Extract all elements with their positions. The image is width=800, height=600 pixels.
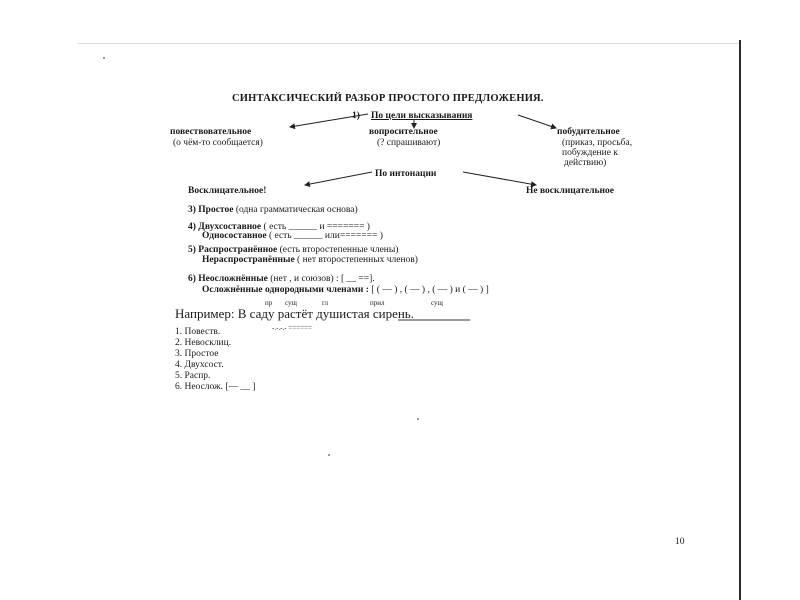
summary-item: 1. Повеств. [175, 327, 221, 337]
imperative-note-line: побуждение к [562, 148, 618, 158]
example-annotation: сущ [431, 299, 443, 307]
declarative-note: (о чём-то сообщается) [173, 138, 263, 148]
section1-heading: По цели высказывания [371, 111, 473, 121]
example-annotation: прил [370, 299, 385, 307]
example-marks: -.-.-.- ====== [272, 324, 313, 332]
example-annotation: гл [322, 299, 329, 307]
page-number: 10 [675, 537, 685, 547]
summary-item: 5. Распр. [175, 371, 211, 381]
declarative-label: повествовательное [170, 127, 252, 137]
imperative-note-line: (приказ, просьба, [562, 138, 633, 148]
item5-line1-bold: 5) Распространённое [188, 245, 278, 255]
arrow-to-exclamatory [305, 172, 372, 185]
item4-line2-bold: Односоставное [202, 231, 267, 241]
summary-item: 6. Неослож. [— __ ] [175, 382, 256, 392]
item5-line2-bold: Нераспространённые [202, 255, 295, 265]
item6-line1-rest: (нет , и союзов) : [ __ ==]. [270, 274, 375, 284]
item4-line1-rest: ( есть ______ и ======= ) [263, 222, 370, 232]
interrogative-label: вопросительное [369, 127, 438, 137]
interrogative-note: (? спрашивают) [377, 138, 441, 148]
section2-heading: По интонации [375, 169, 437, 179]
example-annotation: пр [265, 299, 273, 307]
item6-line2-pattern: [ ( — ) , ( — ) , ( — ) и ( — ) ] [371, 285, 489, 295]
item6-line1-bold: 6) Неосложнённые [188, 274, 268, 284]
summary-item: 4. Двухсост. [175, 360, 224, 370]
exclamatory-label: Восклицательное! [188, 186, 267, 196]
document-title: СИНТАКСИЧЕСКИЙ РАЗБОР ПРОСТОГО ПРЕДЛОЖЕНИЯ. [232, 93, 544, 104]
example-sentence: Например: В саду растёт душистая сирень. [175, 306, 414, 321]
arrow-to-imperative [518, 115, 556, 128]
item3-bold: 3) Простое [188, 205, 234, 215]
item3-rest: (одна грамматическая основа) [235, 205, 358, 215]
summary-item: 2. Невосклиц. [175, 338, 232, 348]
summary-item: 3. Простое [175, 349, 219, 359]
item5-line2-rest: ( нет второстепенных членов) [297, 255, 418, 265]
item5-line1-rest: (есть второстепенные члены) [279, 245, 399, 255]
arrow-to-declarative [290, 114, 368, 127]
item4-line1-bold: 4) Двухсоставное [188, 222, 262, 232]
item6-line2-bold: Осложнённые однородными членами : [202, 285, 369, 295]
non-exclamatory-label: Не восклицательное [526, 186, 614, 196]
imperative-note-line: действию) [564, 158, 607, 168]
imperative-label: побудительное [557, 127, 620, 137]
example-annotation: сущ [285, 299, 297, 307]
arrow-to-non-exclamatory [463, 172, 536, 185]
item4-line2-rest: ( есть ______ или======= ) [268, 231, 383, 241]
